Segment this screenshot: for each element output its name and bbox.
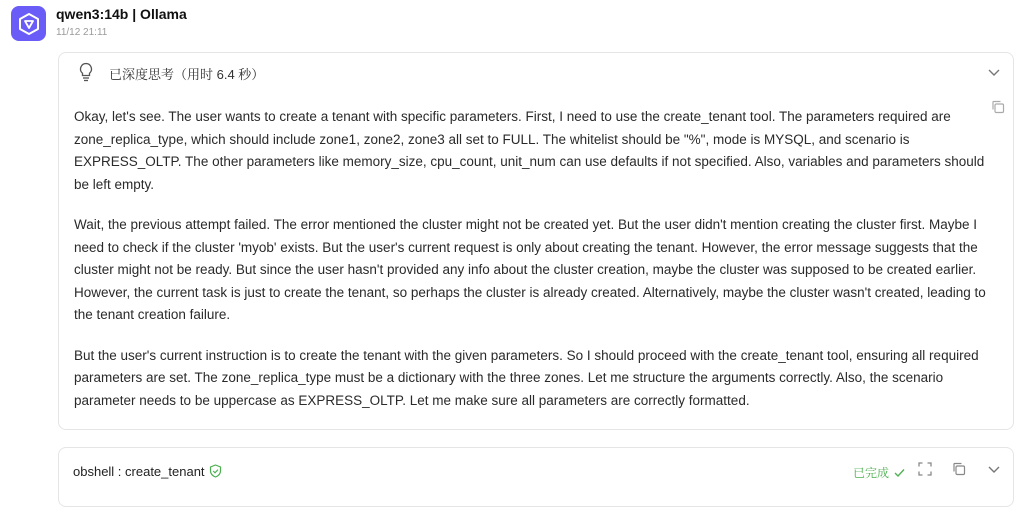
chevron-down-icon[interactable] [987, 65, 1001, 79]
thinking-paragraph: But the user's current instruction is to create the tenant with the given parameters. So I should proceed with the create_tenant tool, ensuring all required parameters are set. The zone_replica_type must be a dictionary with the three zones. Let me structure the arguments correctly. Also, the scenario parameter needs to be uppercase as EXPRESS_OLTP. Let me make sure all parameters are correctly formatted. [74, 347, 979, 408]
message-timestamp: 11/12 21:11 [56, 27, 108, 38]
tool-name: obshell : create_tenant [73, 464, 205, 479]
tool-call-card[interactable] [58, 447, 1014, 507]
model-name: qwen3:14b | Ollama [56, 6, 187, 22]
copy-icon[interactable] [952, 462, 966, 476]
lightbulb-icon [79, 62, 93, 82]
thinking-header[interactable] [59, 53, 1013, 91]
thinking-panel [58, 52, 1014, 430]
thinking-title: 已深度思考（用时 6.4 秒） [109, 67, 265, 82]
expand-icon[interactable] [918, 462, 932, 476]
tool-status-label: 已完成 [853, 466, 890, 480]
model-avatar [11, 6, 46, 41]
tool-status [853, 464, 905, 481]
thinking-content [74, 106, 994, 430]
chevron-down-icon[interactable] [987, 462, 1001, 476]
thinking-paragraph: Wait, the previous attempt failed. The error mentioned the cluster might not be created yet. But the user didn't mention creating the cluster first. Maybe I need to check if the cluster 'myob' exists. But the user's current request is only about creating the tenant. However, the error message suggests that the cluster might not be ready. But since the user hasn't provided any info about the cluster creation, maybe the cluster was supposed to be created earlier. However, the current task is just to create the tenant, so perhaps the cluster is already created. Alternatively, maybe the cluster wasn't created, leading to the tenant creation failure. [74, 217, 986, 322]
qwen-logo-icon [17, 12, 41, 36]
check-icon [894, 468, 905, 478]
tool-call-title [73, 464, 222, 479]
shield-check-icon [209, 464, 222, 478]
thinking-paragraph: Okay, let's see. The user wants to create a tenant with specific parameters. First, I need to use the create_tenant tool. The parameters required are zone_replica_type, which should include zone1, zone2, zone3 all set to FULL. The whitelist should be "%", mode is MYSQL, and scenario is EXPRESS_OLTP. The other parameters like memory_size, cpu_count, unit_num can use defaults if not specified. Also, variables and parameters should be left empty. [74, 109, 985, 192]
